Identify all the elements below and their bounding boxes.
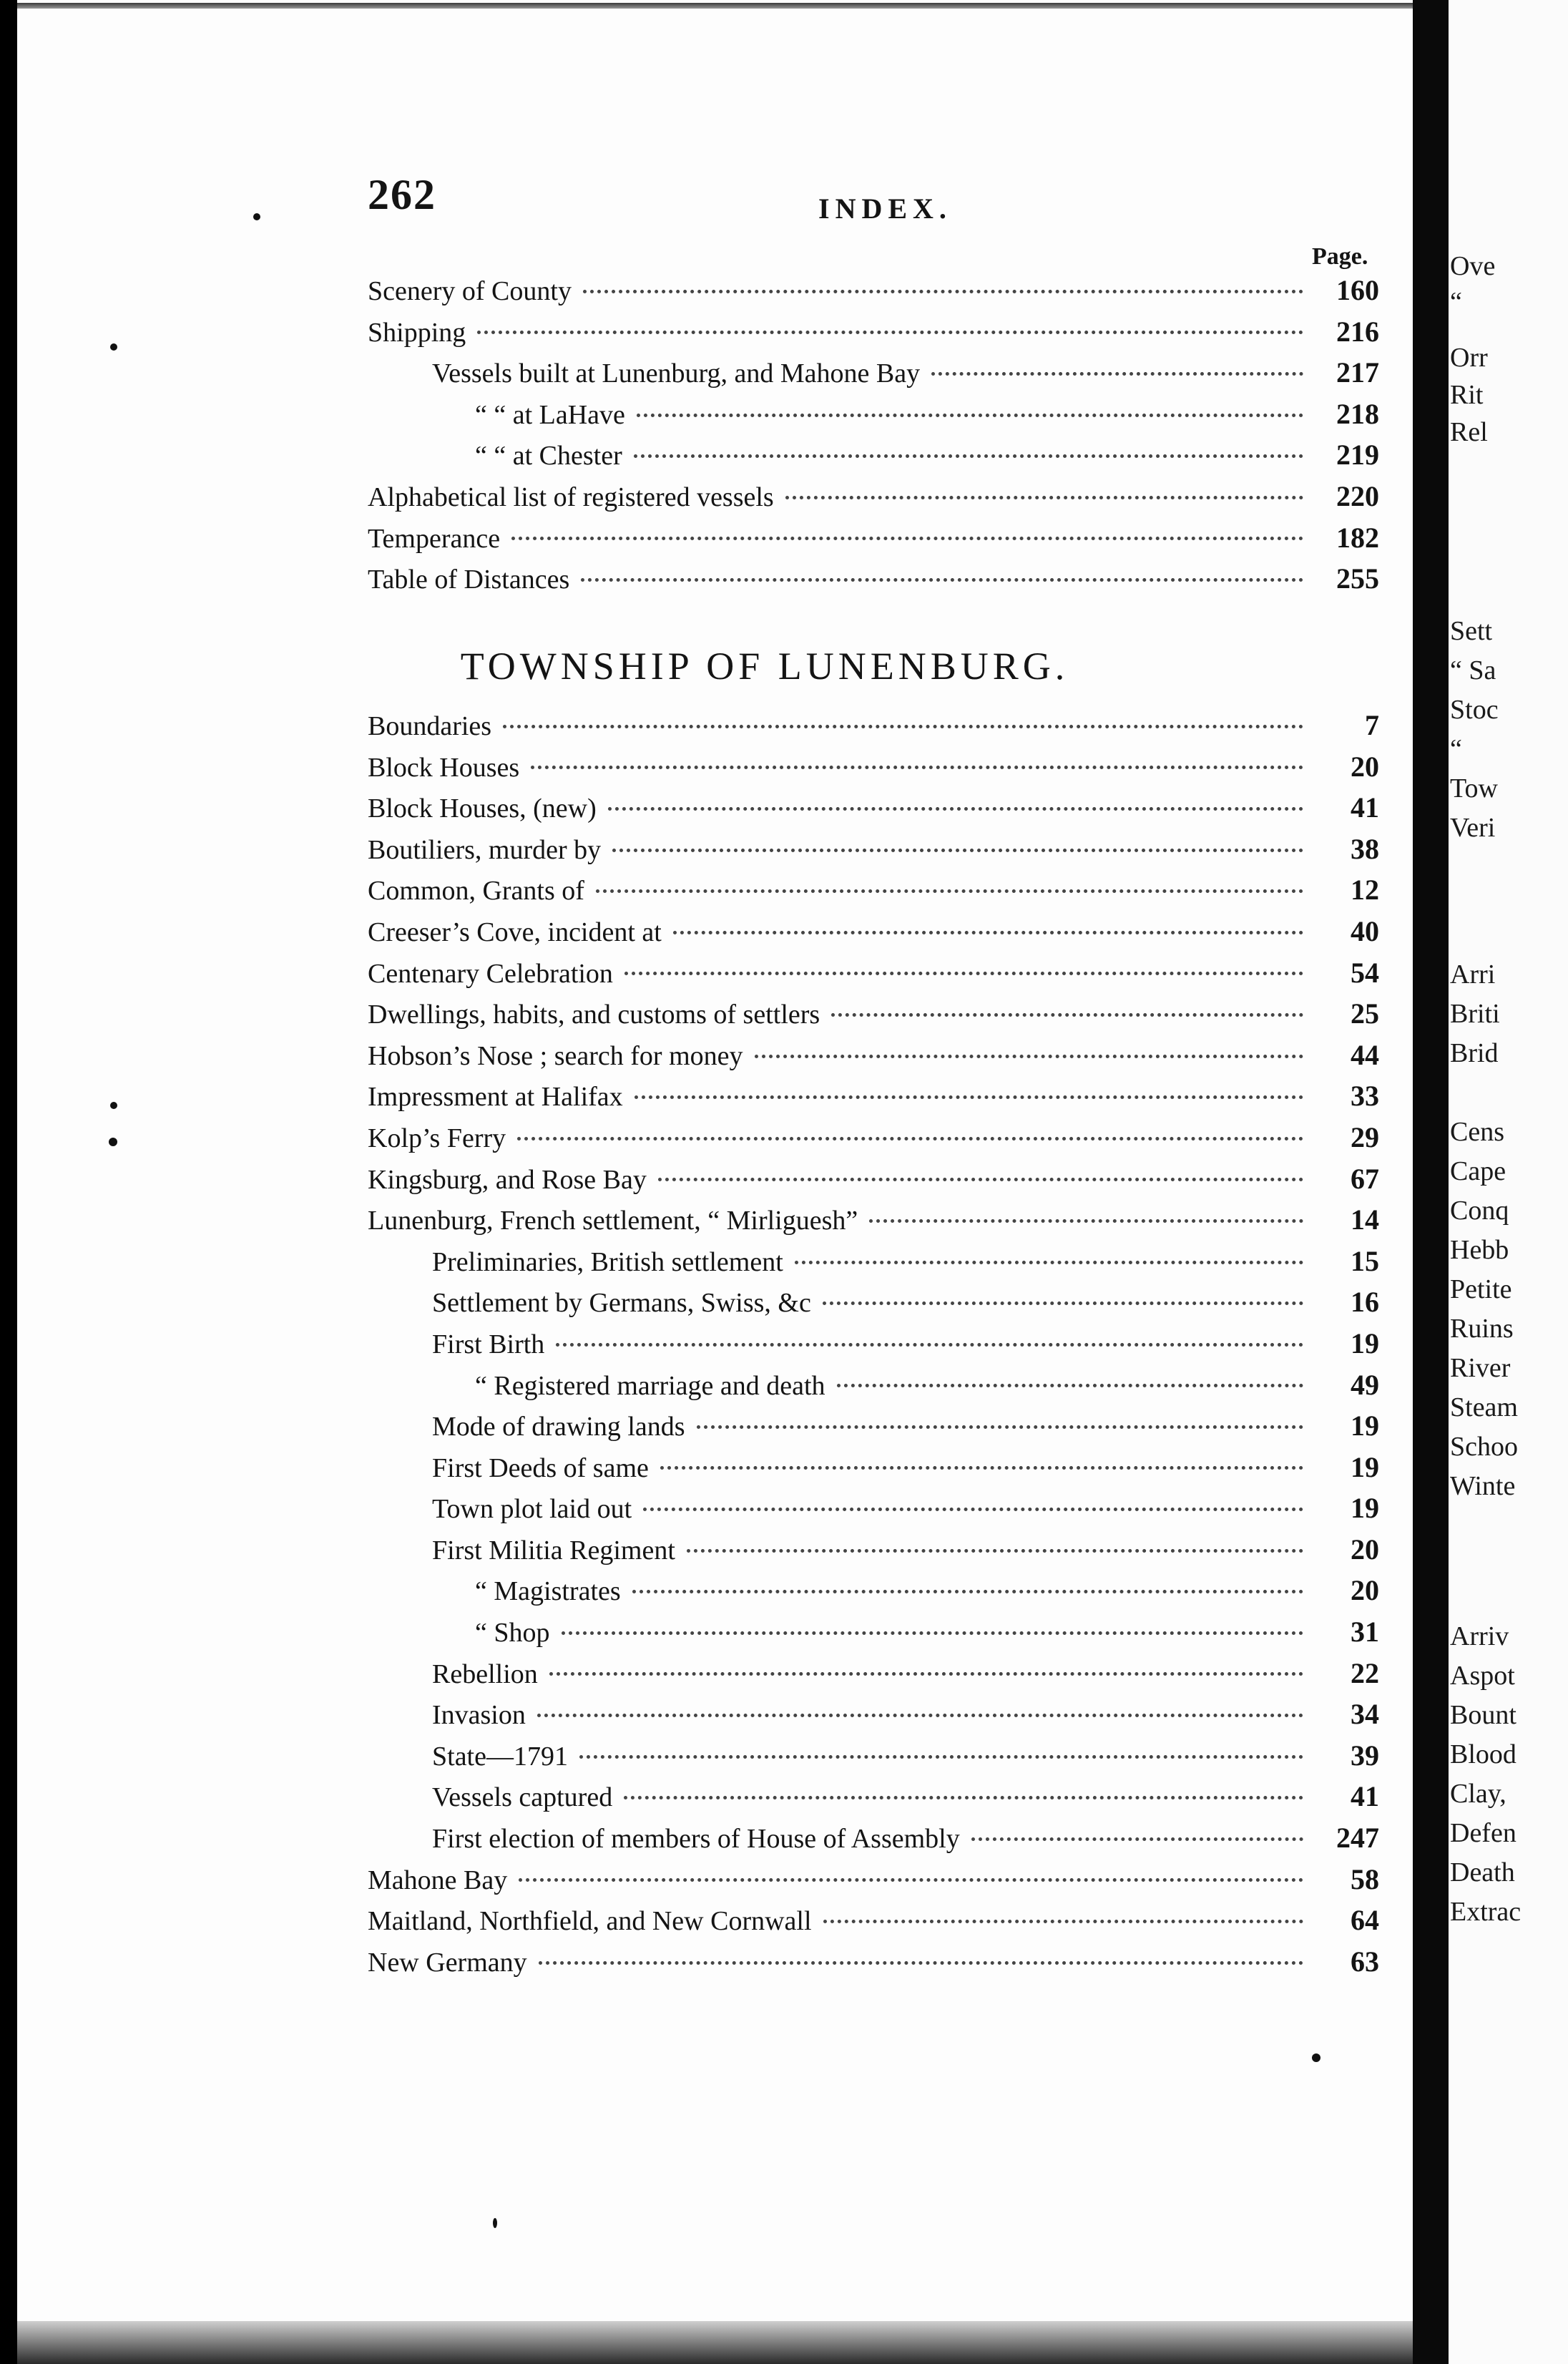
entry-page-number: 44 [1351, 1038, 1379, 1071]
index-entry [17, 1491, 1419, 1533]
index-entry [17, 397, 1419, 439]
leader-dots [755, 1054, 1303, 1058]
index-entry [17, 1573, 1419, 1615]
print-speck [110, 343, 117, 351]
entry-label: Preliminaries, British settlement [432, 1246, 783, 1277]
facing-page-fragment: Defen [1450, 1818, 1516, 1848]
entry-label: Alphabetical list of registered vessels [368, 482, 774, 512]
entry-page-number: 20 [1351, 750, 1379, 783]
facing-page-fragment: Ove [1450, 251, 1496, 281]
facing-page-fragment: Veri [1450, 813, 1496, 843]
index-entry [17, 521, 1419, 562]
facing-page-fragment: Blood [1450, 1739, 1516, 1769]
entry-label: “ “ at Chester [475, 441, 622, 472]
index-entry [17, 1038, 1419, 1080]
entry-label: Boundaries [368, 711, 492, 741]
entry-page-number: 33 [1351, 1080, 1379, 1113]
entry-label: Settlement by Germans, Swiss, &c [432, 1288, 811, 1319]
leader-dots [697, 1425, 1303, 1429]
entry-page-number: 12 [1351, 874, 1379, 907]
entry-page-number: 63 [1351, 1945, 1379, 1978]
index-entry [17, 356, 1419, 397]
entry-label: Vessels captured [432, 1782, 613, 1813]
entry-label: Table of Distances [368, 565, 570, 595]
leader-dots [517, 1136, 1303, 1141]
leader-dots [795, 1260, 1303, 1264]
index-entry [17, 1327, 1419, 1368]
entry-page-number: 58 [1351, 1862, 1379, 1895]
leader-dots [632, 1589, 1303, 1593]
entry-page-number: 19 [1351, 1410, 1379, 1442]
facing-page-fragment: Tow [1450, 773, 1499, 804]
leader-dots [612, 848, 1303, 852]
entry-page-number: 54 [1351, 956, 1379, 989]
left-page [17, 0, 1419, 2364]
index-entry [17, 1079, 1419, 1120]
entry-page-number: 64 [1351, 1904, 1379, 1937]
entry-label: Dwellings, habits, and customs of settlers [368, 1000, 820, 1030]
entry-page-number: 49 [1351, 1368, 1379, 1401]
facing-page-fragment: Hebb [1450, 1235, 1509, 1265]
facing-page-fragment: Brid [1450, 1038, 1499, 1068]
facing-page-fragment: River [1450, 1353, 1511, 1383]
facing-page-fragment: Arri [1450, 959, 1496, 990]
entry-label: Common, Grants of [368, 876, 584, 907]
print-speck [493, 2218, 497, 2228]
leader-dots [637, 413, 1303, 417]
index-entry [17, 791, 1419, 832]
entry-page-number: 34 [1351, 1698, 1379, 1731]
entry-page-number: 160 [1336, 274, 1379, 306]
entry-label: Scenery of County [368, 276, 572, 306]
entry-label: Invasion [432, 1700, 526, 1731]
facing-page-fragment: Steam [1450, 1392, 1518, 1422]
index-entry [17, 438, 1419, 479]
leader-dots [562, 1631, 1304, 1635]
facing-page-fragment: Cens [1450, 1117, 1504, 1147]
entry-label: Creeser’s Cove, incident at [368, 917, 662, 947]
leader-dots [583, 289, 1303, 293]
entry-label: First Deeds of same [432, 1452, 649, 1483]
entry-page-number: 38 [1351, 832, 1379, 865]
page-number: 262 [368, 171, 436, 218]
index-entry [17, 273, 1419, 315]
entry-page-number: 19 [1351, 1450, 1379, 1483]
leader-dots [823, 1919, 1303, 1923]
facing-page-fragment: Briti [1450, 999, 1500, 1029]
facing-page-fragment: Bount [1450, 1700, 1516, 1730]
entry-page-number: 218 [1336, 397, 1379, 430]
entry-page-number: 40 [1351, 914, 1379, 947]
index-entry [17, 1739, 1419, 1780]
index-entry [17, 1368, 1419, 1410]
facing-page-fragment: Stoc [1450, 695, 1499, 725]
print-speck [110, 1102, 117, 1109]
entry-label: First election of members of House of Assembly [432, 1824, 960, 1855]
running-head: INDEX. [818, 192, 952, 225]
index-entry [17, 1697, 1419, 1739]
entry-page-number: 20 [1351, 1533, 1379, 1566]
index-entry [17, 1533, 1419, 1574]
entry-page-number: 16 [1351, 1286, 1379, 1319]
entry-page-number: 14 [1351, 1203, 1379, 1236]
facing-page-fragment: Winte [1450, 1471, 1516, 1501]
index-entry [17, 1615, 1419, 1656]
entry-page-number: 217 [1336, 356, 1379, 389]
index-entry [17, 1409, 1419, 1450]
entry-page-number: 29 [1351, 1120, 1379, 1153]
leader-dots [581, 577, 1303, 582]
facing-page-fragment: Extrac [1450, 1897, 1522, 1927]
leader-dots [658, 1177, 1303, 1181]
entry-label: Temperance [368, 523, 501, 554]
index-entry [17, 1162, 1419, 1203]
entry-label: Centenary Celebration [368, 958, 613, 989]
leader-dots [624, 971, 1303, 975]
index-entry [17, 1821, 1419, 1862]
entry-label: Vessels built at Lunenburg, and Mahone Bay [432, 358, 921, 389]
facing-page-fragment: Rit [1450, 380, 1484, 410]
index-entry [17, 1945, 1419, 1986]
facing-page-fragment: Arriv [1450, 1621, 1509, 1651]
entry-label: Impressment at Halifax [368, 1082, 623, 1113]
index-entry [17, 832, 1419, 874]
leader-dots [549, 1671, 1303, 1676]
scan-bottom-edge [17, 2321, 1419, 2364]
index-entry [17, 315, 1419, 356]
print-speck [109, 1138, 117, 1146]
facing-page-fragment: Ruins [1450, 1314, 1514, 1344]
entry-page-number: 15 [1351, 1244, 1379, 1277]
leader-dots [608, 806, 1303, 811]
entry-page-number: 220 [1336, 479, 1379, 512]
index-entry [17, 1862, 1419, 1904]
leader-dots [519, 1877, 1303, 1882]
entry-label: Boutiliers, murder by [368, 834, 602, 865]
entry-page-number: 219 [1336, 439, 1379, 472]
facing-page-fragment: Schoo [1450, 1432, 1518, 1462]
leader-dots [477, 330, 1303, 334]
leader-dots [931, 371, 1303, 376]
index-entry [17, 1244, 1419, 1286]
entry-page-number: 20 [1351, 1574, 1379, 1607]
entry-label: Hobson’s Nose ; search for money [368, 1040, 743, 1071]
index-entry [17, 956, 1419, 997]
index-list-township [17, 708, 1419, 1986]
leader-dots [687, 1548, 1303, 1553]
entry-label: Lunenburg, French settlement, “ Mirliguesh” [368, 1206, 858, 1236]
index-entry [17, 1656, 1419, 1698]
index-entry [17, 708, 1419, 750]
leader-dots [643, 1507, 1303, 1511]
entry-label: Maitland, Northfield, and New Cornwall [368, 1906, 812, 1937]
section-heading: TOWNSHIP OF LUNENBURG. [460, 645, 1069, 688]
entry-page-number: 25 [1351, 997, 1379, 1030]
entry-label: Mode of drawing lands [432, 1412, 685, 1442]
leader-dots [531, 765, 1303, 769]
entry-page-number: 67 [1351, 1162, 1379, 1195]
facing-page-fragment: Aspot [1450, 1661, 1515, 1691]
leader-dots [624, 1795, 1303, 1799]
entry-label: Rebellion [432, 1659, 538, 1689]
leader-dots [837, 1383, 1303, 1387]
entry-page-number: 22 [1351, 1656, 1379, 1689]
facing-page-fragment: “ [1450, 734, 1462, 764]
index-entry [17, 1285, 1419, 1327]
leader-dots [537, 1713, 1303, 1717]
entry-label: Town plot laid out [432, 1494, 632, 1525]
print-speck [1312, 2053, 1320, 2062]
leader-dots [596, 889, 1303, 893]
entry-label: New Germany [368, 1947, 527, 1978]
index-entry [17, 997, 1419, 1038]
entry-page-number: 19 [1351, 1327, 1379, 1359]
index-entry [17, 750, 1419, 791]
entry-page-number: 7 [1365, 709, 1379, 741]
facing-page-fragment: Rel [1450, 417, 1488, 447]
entry-label: State—1791 [432, 1741, 568, 1772]
facing-page-fragment: Orr [1450, 343, 1488, 373]
index-entry [17, 1450, 1419, 1492]
entry-label: First Militia Regiment [432, 1535, 675, 1566]
leader-dots [971, 1837, 1303, 1841]
book-gutter [1413, 0, 1449, 2364]
facing-page-fragment: Death [1450, 1857, 1515, 1887]
index-entry [17, 1203, 1419, 1244]
index-entry [17, 873, 1419, 914]
leader-dots [539, 1960, 1303, 1965]
entry-page-number: 182 [1336, 521, 1379, 554]
leader-dots [673, 930, 1303, 934]
facing-page-fragment: Petite [1450, 1274, 1512, 1304]
index-entry [17, 1779, 1419, 1821]
leader-dots [831, 1012, 1303, 1017]
print-speck [253, 213, 260, 220]
entry-page-number: 216 [1336, 315, 1379, 348]
index-entry [17, 914, 1419, 956]
entry-page-number: 41 [1351, 791, 1379, 824]
entry-label: Kingsburg, and Rose Bay [368, 1164, 647, 1195]
entry-page-number: 247 [1336, 1822, 1379, 1855]
page-column-label: Page. [1312, 243, 1368, 270]
leader-dots [634, 1095, 1303, 1099]
facing-page-fragment: Sett [1450, 616, 1493, 646]
entry-label: Mahone Bay [368, 1865, 508, 1895]
entry-page-number: 39 [1351, 1739, 1379, 1772]
entry-label: Block Houses [368, 752, 520, 783]
facing-page-edge [1449, 0, 1568, 2364]
leader-dots [503, 724, 1303, 728]
scan-top-edge [17, 3, 1419, 9]
facing-page-fragment: Cape [1450, 1156, 1506, 1186]
entry-page-number: 255 [1336, 562, 1379, 595]
facing-page-fragment: “ [1450, 287, 1462, 317]
entry-label: Block Houses, (new) [368, 793, 597, 824]
entry-label: “ Registered marriage and death [475, 1370, 825, 1401]
index-entry [17, 562, 1419, 603]
entry-label: Kolp’s Ferry [368, 1123, 506, 1153]
entry-label: “ Shop [475, 1618, 550, 1649]
index-entry [17, 479, 1419, 521]
entry-page-number: 31 [1351, 1616, 1379, 1649]
index-entry [17, 1120, 1419, 1162]
leader-dots [785, 495, 1303, 499]
leader-dots [634, 454, 1303, 458]
leader-dots [823, 1301, 1303, 1305]
facing-page-fragment: Conq [1450, 1196, 1509, 1226]
leader-dots [579, 1754, 1303, 1759]
facing-page-fragment: “ Sa [1450, 655, 1496, 685]
leader-dots [511, 536, 1303, 540]
entry-label: “ Magistrates [475, 1576, 621, 1607]
leader-dots [869, 1218, 1303, 1223]
facing-page-fragment: Clay, [1450, 1779, 1506, 1809]
index-entry [17, 1903, 1419, 1945]
leader-dots [660, 1465, 1303, 1470]
leader-dots [556, 1342, 1303, 1347]
entry-label: “ “ at LaHave [475, 399, 625, 430]
index-list-general [17, 273, 1419, 603]
entry-page-number: 19 [1351, 1492, 1379, 1525]
entry-label: Shipping [368, 317, 466, 348]
entry-label: First Birth [432, 1329, 545, 1359]
entry-page-number: 41 [1351, 1780, 1379, 1813]
